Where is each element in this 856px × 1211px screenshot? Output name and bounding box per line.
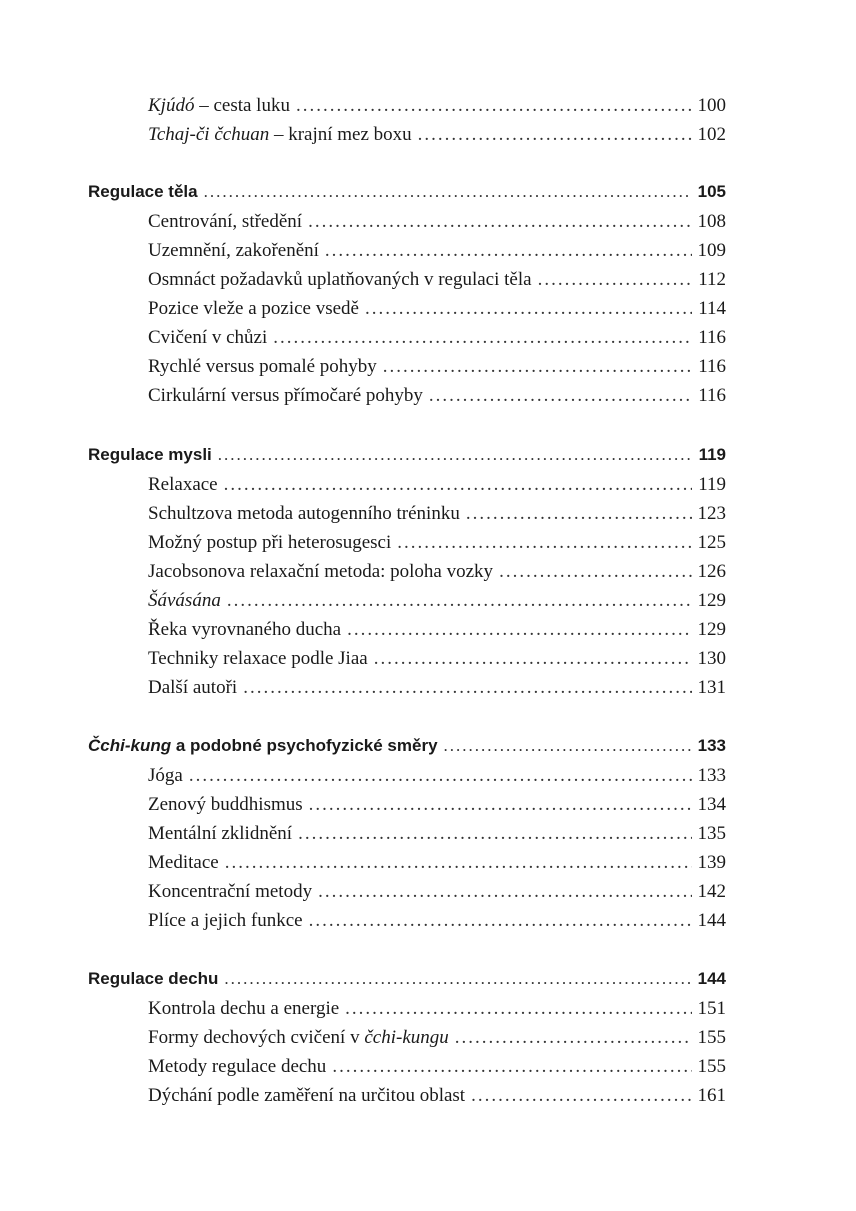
toc-entry [148,677,726,706]
leader-dots [204,182,692,202]
toc-entry-title: Jóga [148,765,183,786]
leader-dots [325,240,692,262]
leader-dots [318,881,691,903]
toc-page-number: 131 [697,677,726,698]
leader-dots [218,445,693,465]
leader-dots [347,619,691,641]
leader-dots [383,356,692,378]
toc-entry-title: Plíce a jejich funkce [148,910,303,931]
toc-page-number: 144 [697,969,726,988]
toc-entry [148,298,726,327]
leader-dots [243,677,691,699]
toc-entry-title: Mentální zklidnění [148,823,293,844]
toc-entry [148,503,726,532]
toc-page-number: 161 [697,1085,726,1106]
toc-entry [148,910,726,939]
toc-entry-title: Rychlé versus pomalé pohyby [148,356,377,377]
toc-page-number: 123 [697,503,726,524]
toc-page-number: 108 [697,211,726,232]
toc-page-number: 155 [697,1027,726,1048]
toc-entry-title: Kontrola dechu a energie [148,998,340,1019]
toc-entry-title: Řeka vyrovnaného ducha [148,619,342,640]
toc-entry [148,561,726,590]
toc-entry [148,794,726,823]
toc-entry-title: Schultzova metoda autogenního tréninku [148,503,460,524]
toc-page-number: 119 [698,474,726,495]
toc-page-number: 116 [698,385,726,406]
toc-entry-title: Pozice vleže a pozice vsedě [148,298,359,319]
toc-section-title: Čchi-kung a podobné psychofyzické směry [88,736,438,755]
toc-entry-title: Uzemnění, zakořenění [148,240,319,261]
toc-page-number: 142 [697,881,726,902]
leader-dots [429,385,692,407]
toc-entry-title: Relaxace [148,474,218,495]
toc-page-number: 130 [697,648,726,669]
toc-page-number: 133 [697,765,726,786]
leader-dots [224,474,693,496]
toc-page-number: 129 [697,619,726,640]
toc-entry [148,1027,726,1056]
toc-page-number: 114 [698,298,726,319]
toc-entry [148,532,726,561]
leader-dots [332,1056,691,1078]
toc-page-number: 151 [697,998,726,1019]
leader-dots [225,852,692,874]
toc-section-heading [88,445,726,474]
toc-page-number: 116 [698,327,726,348]
toc-page-number: 126 [697,561,726,582]
toc-entry [148,356,726,385]
toc-entry-title: Techniky relaxace podle Jiaa [148,648,368,669]
toc-entry [148,240,726,269]
toc-entry-title: Jacobsonova relaxační metoda: poloha vozky [148,561,494,582]
toc-entry-title: Dýchání podle zaměření na určitou oblast [148,1085,466,1106]
toc-entry [148,648,726,677]
toc-entry-title: Formy dechových cvičení v čchi-kungu [148,1027,449,1048]
leader-dots [397,532,691,554]
toc-entry-title: Osmnáct požadavků uplatňovaných v regulaci těla [148,269,532,290]
leader-dots [345,998,691,1020]
toc-page-number: 100 [697,95,726,116]
toc-entry-title: Kjúdó – cesta luku [148,95,290,116]
toc-page-number: 155 [697,1056,726,1077]
toc-entry [148,765,726,794]
leader-dots [224,969,691,989]
leader-dots [309,794,692,816]
leader-dots [273,327,692,349]
toc-section-heading [88,969,726,998]
toc-section-title: Regulace mysli [88,445,212,464]
leader-dots [365,298,692,320]
toc-page-number: 102 [697,124,726,145]
toc-entry [148,823,726,852]
toc-entry-title: Zenový buddhismus [148,794,303,815]
toc-page-number: 105 [697,182,726,201]
leader-dots [538,269,693,291]
toc-entry [148,124,726,153]
toc-entry [148,619,726,648]
leader-dots [309,910,692,932]
leader-dots [471,1085,691,1107]
toc-page-number: 116 [698,356,726,377]
leader-dots [499,561,691,583]
toc-page-number: 134 [697,794,726,815]
toc-page-number: 144 [697,910,726,931]
toc-entry-title: Šávásána [148,590,221,611]
toc-entry [148,269,726,298]
toc-entry-title: Další autoři [148,677,238,698]
toc-section-title: Regulace těla [88,182,198,201]
toc-entry [148,998,726,1027]
leader-dots [308,211,691,233]
toc-page-number: 112 [698,269,726,290]
toc-page-number: 133 [697,736,726,755]
toc-section-title: Regulace dechu [88,969,219,988]
toc-entry [148,211,726,240]
toc-entry [148,852,726,881]
leader-dots [455,1027,692,1049]
leader-dots [374,648,692,670]
toc-section-heading [88,736,726,765]
toc-page-number: 125 [697,532,726,553]
leader-dots [418,124,692,146]
toc-page-number: 119 [698,445,726,464]
toc-page-number: 109 [697,240,726,261]
toc-entry-title: Cvičení v chůzi [148,327,268,348]
toc-entry [148,327,726,356]
toc-entry [148,1085,726,1114]
toc-entry-title: Cirkulární versus přímočaré pohyby [148,385,423,406]
toc-entry-title: Metody regulace dechu [148,1056,327,1077]
toc-entry [148,474,726,503]
leader-dots [189,765,692,787]
leader-dots [444,736,692,756]
toc-page-number: 135 [697,823,726,844]
toc-entry-title: Centrování, středění [148,211,303,232]
toc-section-heading [88,182,726,211]
leader-dots [296,95,692,117]
toc-page-number: 129 [697,590,726,611]
toc-entry [148,590,726,619]
toc-entry-title: Koncentrační metody [148,881,313,902]
toc-entry-title: Možný postup při heterosugesci [148,532,392,553]
toc-entry [148,385,726,414]
toc-entry [148,1056,726,1085]
toc-entry [148,95,726,124]
toc-entry-title: Meditace [148,852,219,873]
leader-dots [466,503,692,525]
toc-entry [148,881,726,910]
leader-dots [298,823,691,845]
toc-page-number: 139 [697,852,726,873]
toc-entry-title: Tchaj-či čchuan – krajní mez boxu [148,124,412,145]
leader-dots [227,590,692,612]
